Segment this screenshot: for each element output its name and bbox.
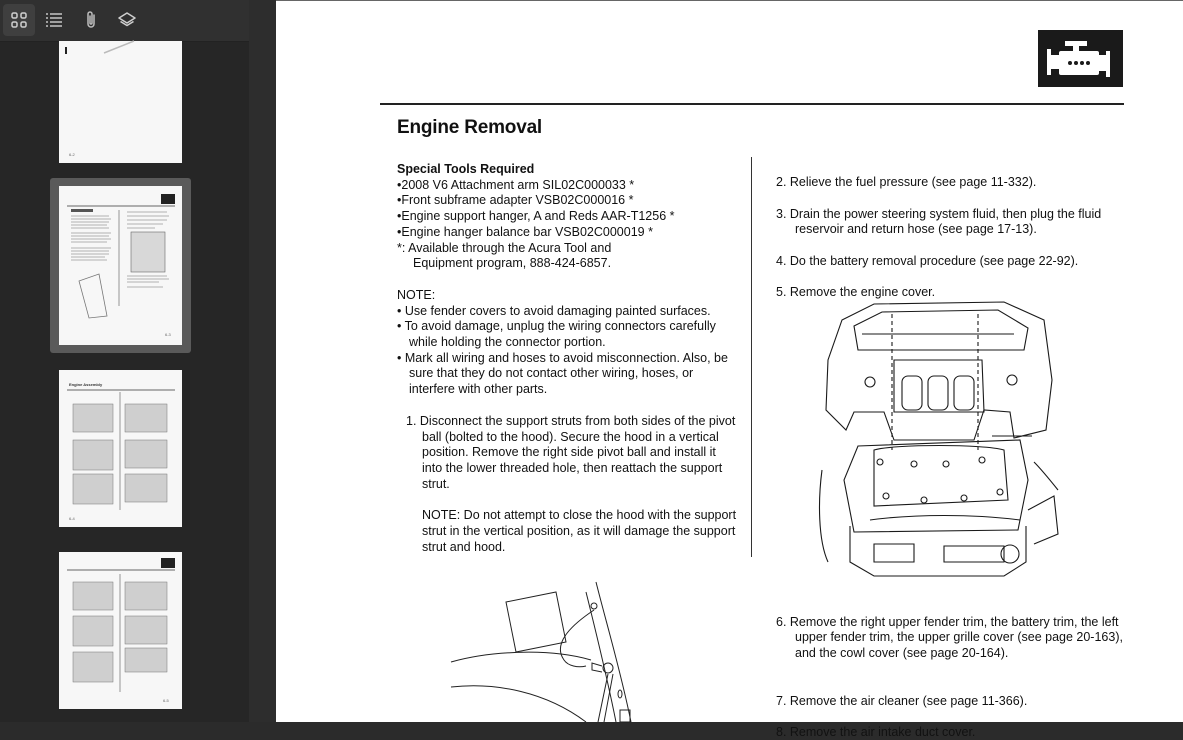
tool-item: •Front subframe adapter VSB02C000016 * — [397, 193, 737, 209]
special-tools-heading: Special Tools Required — [397, 162, 737, 178]
thumbnail-list[interactable] — [0, 41, 249, 722]
outline-view-icon — [44, 11, 64, 29]
note-item: • Use fender covers to avoid damaging painted surfaces. — [397, 304, 737, 320]
attachments-icon — [83, 10, 99, 30]
page-thumbnail-2-label: 6-3 — [165, 332, 172, 337]
tools-footnote: *: Available through the Acura Tool and — [397, 241, 737, 257]
step-2: 2. Relieve the fuel pressure (see page 11-332). — [776, 175, 1135, 191]
step-3: 3. Drain the power steering system fluid, then plug the fluid reservoir and return hose (see page 17-13). — [776, 207, 1135, 238]
page-thumbnail-2-preview — [59, 186, 182, 345]
outline-view-button[interactable] — [38, 4, 70, 36]
document-page — [276, 0, 1183, 722]
page-thumbnail-1-label: 6-2 — [69, 152, 76, 157]
page-thumbnail-3[interactable] — [59, 370, 182, 527]
tools-footnote-cont: Equipment program, 888-424-6857. — [397, 256, 737, 272]
page-thumbnail-4-preview — [59, 552, 182, 709]
attachments-button[interactable] — [75, 4, 107, 36]
tool-item: •2008 V6 Attachment arm SIL02C000033 * — [397, 178, 737, 194]
step-4: 4. Do the battery removal procedure (see page 22-92). — [776, 254, 1135, 270]
tool-item: •Engine support hanger, A and Reds AAR-T1256 * — [397, 209, 737, 225]
left-column — [397, 162, 737, 555]
note-heading: NOTE: — [397, 288, 737, 304]
page-thumbnail-4[interactable] — [59, 552, 182, 709]
sidebar-splitter[interactable] — [249, 0, 276, 722]
page-thumbnail-2[interactable] — [59, 186, 182, 345]
step-7: 7. Remove the air cleaner (see page 11-366). — [776, 694, 1135, 710]
note-item: • To avoid damage, unplug the wiring connectors carefully while holding the connector portion. — [397, 319, 737, 350]
engine-section-icon — [1038, 30, 1123, 87]
tool-item: •Engine hanger balance bar VSB02C000019 * — [397, 225, 737, 241]
layers-icon — [117, 10, 137, 30]
page-thumbnail-1[interactable] — [59, 41, 182, 163]
page-thumbnail-1-preview — [59, 41, 182, 163]
hood-strut-diagram — [446, 582, 646, 722]
thumbnails-view-icon — [10, 11, 28, 29]
page-top-border — [276, 0, 1183, 1]
page-thumbnail-3-preview — [59, 370, 182, 527]
sidebar-toolbar — [0, 0, 249, 42]
page-thumbnail-4-label: 6-5 — [163, 698, 170, 703]
column-divider — [751, 157, 752, 557]
step-1-note: NOTE: Do not attempt to close the hood with the support strut in the vertical position, as it will damage the support strut and hood. — [397, 508, 737, 555]
layers-button[interactable] — [111, 4, 143, 36]
page-thumbnail-3-title: Engine Assembly — [69, 382, 103, 387]
step-5: 5. Remove the engine cover. — [776, 285, 1135, 301]
header-rule — [380, 103, 1124, 105]
page-thumbnail-3-label: 6-4 — [69, 516, 76, 521]
step-8: 8. Remove the air intake duct cover. — [776, 725, 1135, 740]
step-6: 6. Remove the right upper fender trim, the battery trim, the left upper fender trim, the upper grille cover (see page 20-163), and the cowl cover (see page 20-164). — [776, 615, 1135, 662]
thumbnails-view-button[interactable] — [3, 4, 35, 36]
engine-cover-diagram — [814, 300, 1059, 582]
thumbnail-sidebar — [0, 0, 249, 722]
step-1: 1. Disconnect the support struts from both sides of the pivot ball (bolted to the hood). Secure the hood in a vertical position. Remove the right side pivot ball and install it into the lower threaded hole, then reattach the support strut. — [397, 414, 737, 493]
note-item: • Mark all wiring and hoses to avoid misconnection. Also, be sure that they do not contact other wiring, hoses, or interfere with other parts. — [397, 351, 737, 398]
page-title: Engine Removal — [397, 117, 542, 139]
